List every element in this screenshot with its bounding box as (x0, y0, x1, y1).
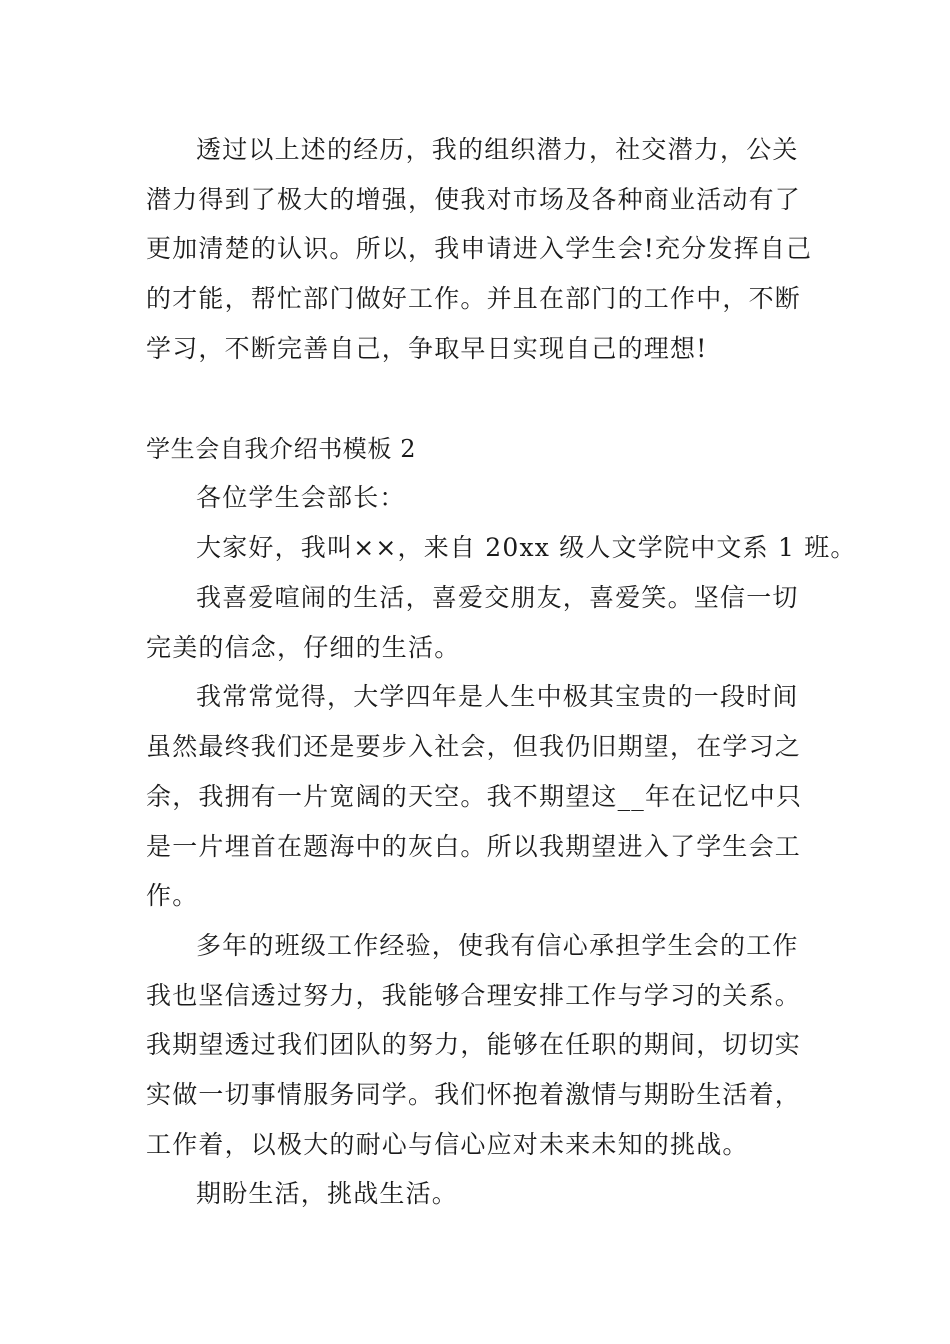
paragraph-3-line-4: 是一片埋首在题海中的灰白。所以我期望进入了学生会工 (146, 832, 802, 861)
paragraph-4-line-2: 我也坚信透过努力，我能够合理安排工作与学习的关系。 (146, 981, 802, 1010)
paragraph-3-line-2: 虽然最终我们还是要步入社会，但我仍旧期望，在学习之 (146, 732, 802, 761)
salutation: 各位学生会部长： (196, 483, 406, 512)
paragraph-3-line-3: 余，我拥有一片宽阔的天空。我不期望这__年在记忆中只 (146, 782, 803, 811)
paragraph-3-line-5: 作。 (146, 881, 199, 910)
paragraph-4-line-5: 工作着，以极大的耐心与信心应对未来未知的挑战。 (146, 1130, 749, 1159)
paragraph-1-line-3: 更加清楚的认识。所以，我申请进入学生会!充分发挥自己 (146, 234, 813, 263)
paragraph-1-line-1: 透过以上述的经历，我的组织潜力，社交潜力，公关 (196, 135, 799, 164)
paragraph-4-line-3: 我期望透过我们团队的努力，能够在任职的期间，切切实 (146, 1030, 802, 1059)
paragraph-1-line-5: 学习，不断完善自己，争取早日实现自己的理想! (146, 334, 708, 363)
section-title: 学生会自我介绍书模板 2 (146, 435, 417, 463)
paragraph-1-line-4: 的才能，帮忙部门做好工作。并且在部门的工作中，不断 (146, 284, 802, 313)
paragraph-4-line-1: 多年的班级工作经验，使我有信心承担学生会的工作 (196, 931, 799, 960)
closing-line: 期盼生活，挑战生活。 (196, 1179, 459, 1208)
paragraph-1-line-2: 潜力得到了极大的增强，使我对市场及各种商业活动有了 (146, 185, 802, 214)
paragraph-2-line-1: 我喜爱喧闹的生活，喜爱交朋友，喜爱笑。坚信一切 (196, 583, 799, 612)
paragraph-4-line-4: 实做一切事情服务同学。我们怀抱着激情与期盼生活着， (146, 1080, 802, 1109)
paragraph-3-line-1: 我常常觉得，大学四年是人生中极其宝贵的一段时间 (196, 682, 799, 711)
intro-line: 大家好，我叫××，来自 20xx 级人文学院中文系 1 班。 (196, 533, 857, 562)
paragraph-2-line-2: 完美的信念，仔细的生活。 (146, 633, 461, 662)
